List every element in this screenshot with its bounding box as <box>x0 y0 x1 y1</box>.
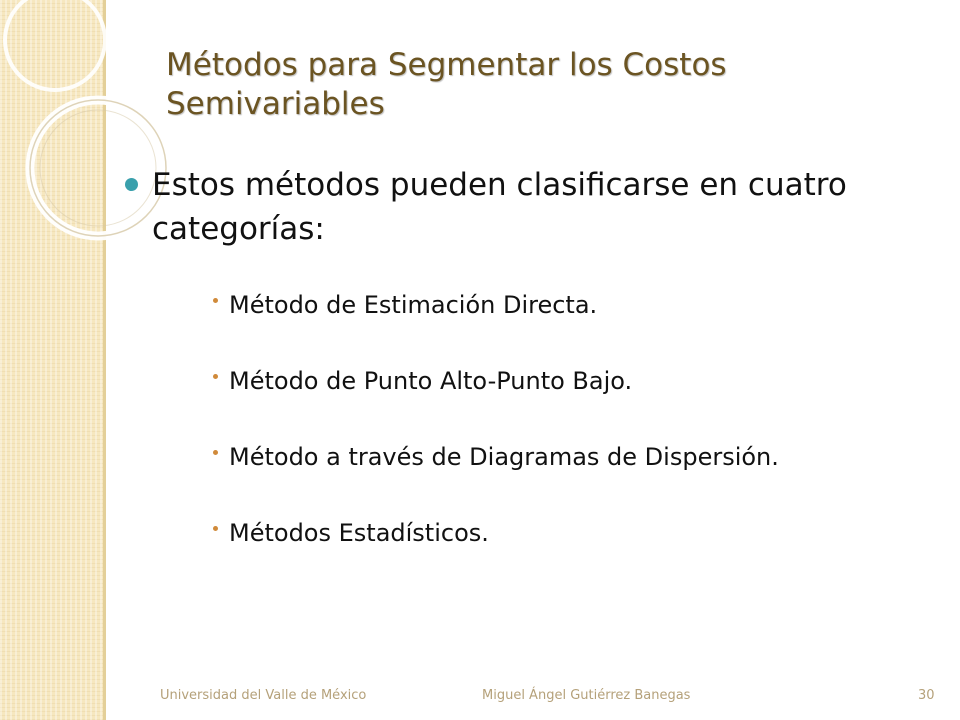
sub-point-item <box>213 361 779 401</box>
footer-author: Miguel Ángel Gutiérrez Banegas <box>482 688 691 703</box>
sub-point-label: Método de Punto Alto-Punto Bajo. <box>229 367 633 395</box>
sub-bullet-icon <box>213 374 218 379</box>
sub-bullet-icon <box>213 298 218 303</box>
page-number: 30 <box>918 688 935 703</box>
main-bullet-icon <box>125 178 138 191</box>
sub-point-label: Método a través de Diagramas de Dispersión. <box>229 443 779 471</box>
footer-institution: Universidad del Valle de México <box>160 688 367 703</box>
sub-bullet-icon <box>213 450 218 455</box>
slide-title: Métodos para Segmentar los Costos Semivariables <box>166 47 727 122</box>
sub-point-list <box>213 285 779 589</box>
main-point: Estos métodos pueden clasificarse en cuatro categorías: <box>152 167 847 247</box>
sub-point-item <box>213 513 779 553</box>
sub-point-label: Método de Estimación Directa. <box>229 291 598 319</box>
sub-bullet-icon <box>213 526 218 531</box>
sub-point-item <box>213 437 779 477</box>
sub-point-label: Métodos Estadísticos. <box>229 519 489 547</box>
sub-point-item <box>213 285 779 325</box>
